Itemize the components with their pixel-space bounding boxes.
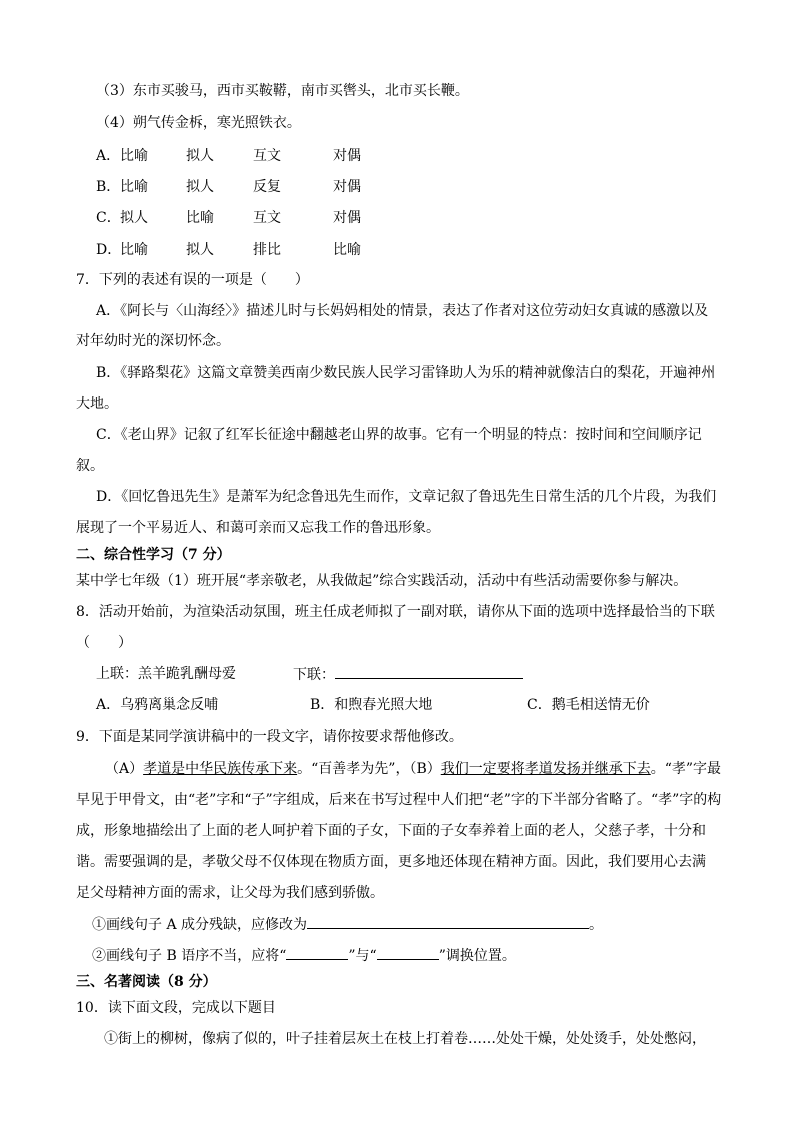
option-term-4: 比喻 (333, 242, 361, 258)
q7-option-a-cont: 对年幼时光的深切怀念。 (76, 333, 230, 349)
option-letter: C． (96, 210, 121, 226)
answer-blank-2[interactable] (286, 945, 348, 960)
passage-text: 。“百善孝为先”，（B） (297, 761, 441, 777)
option-term-2: 拟人 (186, 242, 214, 258)
q7-option-b-cont: 大地。 (76, 396, 118, 412)
passage-text: 。“孝”字最 (650, 761, 722, 777)
option-term-1: 比喻 (120, 179, 148, 195)
underlined-sentence-a: 孝道是中华民族传承下来 (143, 761, 298, 777)
option-term-2: 拟人 (186, 148, 214, 164)
q7-option-c: C．《老山界》记叙了红军长征途中翻越老山界的故事。它有一个明显的特点：按时间和空间顺序记 (96, 427, 702, 443)
q9-passage-line-4: 谐。需要强调的是，孝敬父母不仅体现在物质方面，更多地还体现在精神方面。因此，我们要用心去满 (76, 854, 706, 870)
q9-subquestion-1 (92, 914, 603, 935)
q7-stem: 7．下列的表述有误的一项是（ ） (76, 272, 309, 288)
option-term-1: 比喻 (120, 148, 148, 164)
q9-subquestion-2 (92, 945, 516, 966)
q8-option-a: A．乌鸦离巢念反哺 (96, 697, 219, 713)
option-term-1: 拟人 (120, 210, 148, 226)
subquestion-1-text: ①画线句子 A 成分残缺，应修改为 (92, 917, 308, 933)
lower-couplet-label: 下联： (293, 667, 335, 683)
option-letter: D． (96, 242, 122, 258)
option-letter: B． (96, 179, 121, 195)
answer-blank-3[interactable] (377, 945, 439, 960)
option-term-1: 比喻 (120, 242, 148, 258)
q7-option-b: B．《驿路梨花》这篇文章赞美西南少数民族人民学习雷锋助人为乐的精神就像洁白的梨花，开遍神州 (96, 365, 716, 381)
q9-passage-line-3: 成，形象地描绘出了上面的老人呵护着下面的子女，下面的子女奉养着上面的老人，父慈子孝，十分和 (76, 823, 706, 839)
q7-option-c-cont: 叙。 (76, 458, 104, 474)
q6-item-3: （3）东市买骏马，西市买鞍鞯，南市买辔头，北市买长鞭。 (96, 83, 469, 99)
option-term-4: 对偶 (333, 179, 361, 195)
section-3-heading: 三、名著阅读（8 分） (76, 974, 217, 990)
q9-stem: 9．下面是某同学演讲稿中的一段文字，请你按要求帮他修改。 (76, 729, 463, 745)
subquestion-1-end: 。 (589, 917, 604, 933)
q8-option-b: B．和煦春光照大地 (310, 697, 433, 713)
q9-passage-line-5: 足父母精神方面的需求，让父母为我们感到骄傲。 (76, 885, 384, 901)
option-term-3: 排比 (253, 242, 281, 258)
subquestion-2-text: ②画线句子 B 语序不当，应将“ (92, 948, 287, 964)
option-term-3: 互文 (253, 148, 281, 164)
q10-stem: 10．读下面文段，完成以下题目 (76, 1000, 276, 1016)
lower-couplet-blank[interactable] (335, 664, 523, 679)
option-letter: A． (96, 148, 121, 164)
q8-upper-couplet: 上联：羔羊跪乳酬母爱 (96, 666, 236, 682)
underlined-sentence-b: 我们一定要将孝道发扬并继承下去 (440, 761, 651, 777)
q9-passage-line-2: 早见于甲骨文，由“老”字和“子”字组成，后来在书写过程中人们把“老”字的下半部分省略了。“孝”字的构 (76, 792, 722, 808)
answer-blank-1[interactable] (307, 914, 589, 929)
q7-option-d-cont: 展现了一个平易近人、和蔼可亲而又忘我工作的鲁迅形象。 (76, 520, 440, 536)
subquestion-2-end: ”调换位置。 (438, 948, 516, 964)
subquestion-2-mid: ”与“ (348, 948, 377, 964)
q8-lower-couplet (293, 664, 523, 685)
option-term-2: 拟人 (186, 179, 214, 195)
sentence-a-marker: （A） (105, 761, 144, 777)
q7-option-d: D．《回忆鲁迅先生》是萧军为纪念鲁迅先生而作，文章记叙了鲁迅先生日常生活的几个片段，为我们 (96, 489, 717, 505)
option-term-2: 比喻 (186, 210, 214, 226)
q8-stem: 8．活动开始前，为渲染活动氛围，班主任成老师拟了一副对联，请你从下面的选项中选择最恰当的下联 (76, 604, 715, 620)
option-term-3: 互文 (253, 210, 281, 226)
section-2-intro: 某中学七年级（1）班开展“孝亲敬老，从我做起”综合实践活动，活动中有些活动需要你参与解决。 (76, 573, 688, 589)
q8-stem-cont: （ ） (76, 635, 132, 651)
option-term-4: 对偶 (333, 148, 361, 164)
q8-option-c: C．鹅毛相送情无价 (527, 697, 650, 713)
q9-passage-line-1 (105, 759, 721, 779)
q7-option-a: A．《阿长与〈山海经〉》描述儿时与长妈妈相处的情景，表达了作者对这位劳动妇女真诚的感激以及 (96, 303, 709, 319)
q6-item-4: （4）朔气传金柝，寒光照铁衣。 (96, 115, 301, 131)
option-term-3: 反复 (253, 179, 281, 195)
option-term-4: 对偶 (333, 210, 361, 226)
section-2-heading: 二、综合性学习（7 分） (76, 547, 231, 563)
q10-passage-line-1: ①街上的柳树，像病了似的，叶子挂着层灰土在枝上打着卷……处处干燥，处处烫手，处处憋闷， (104, 1031, 706, 1047)
